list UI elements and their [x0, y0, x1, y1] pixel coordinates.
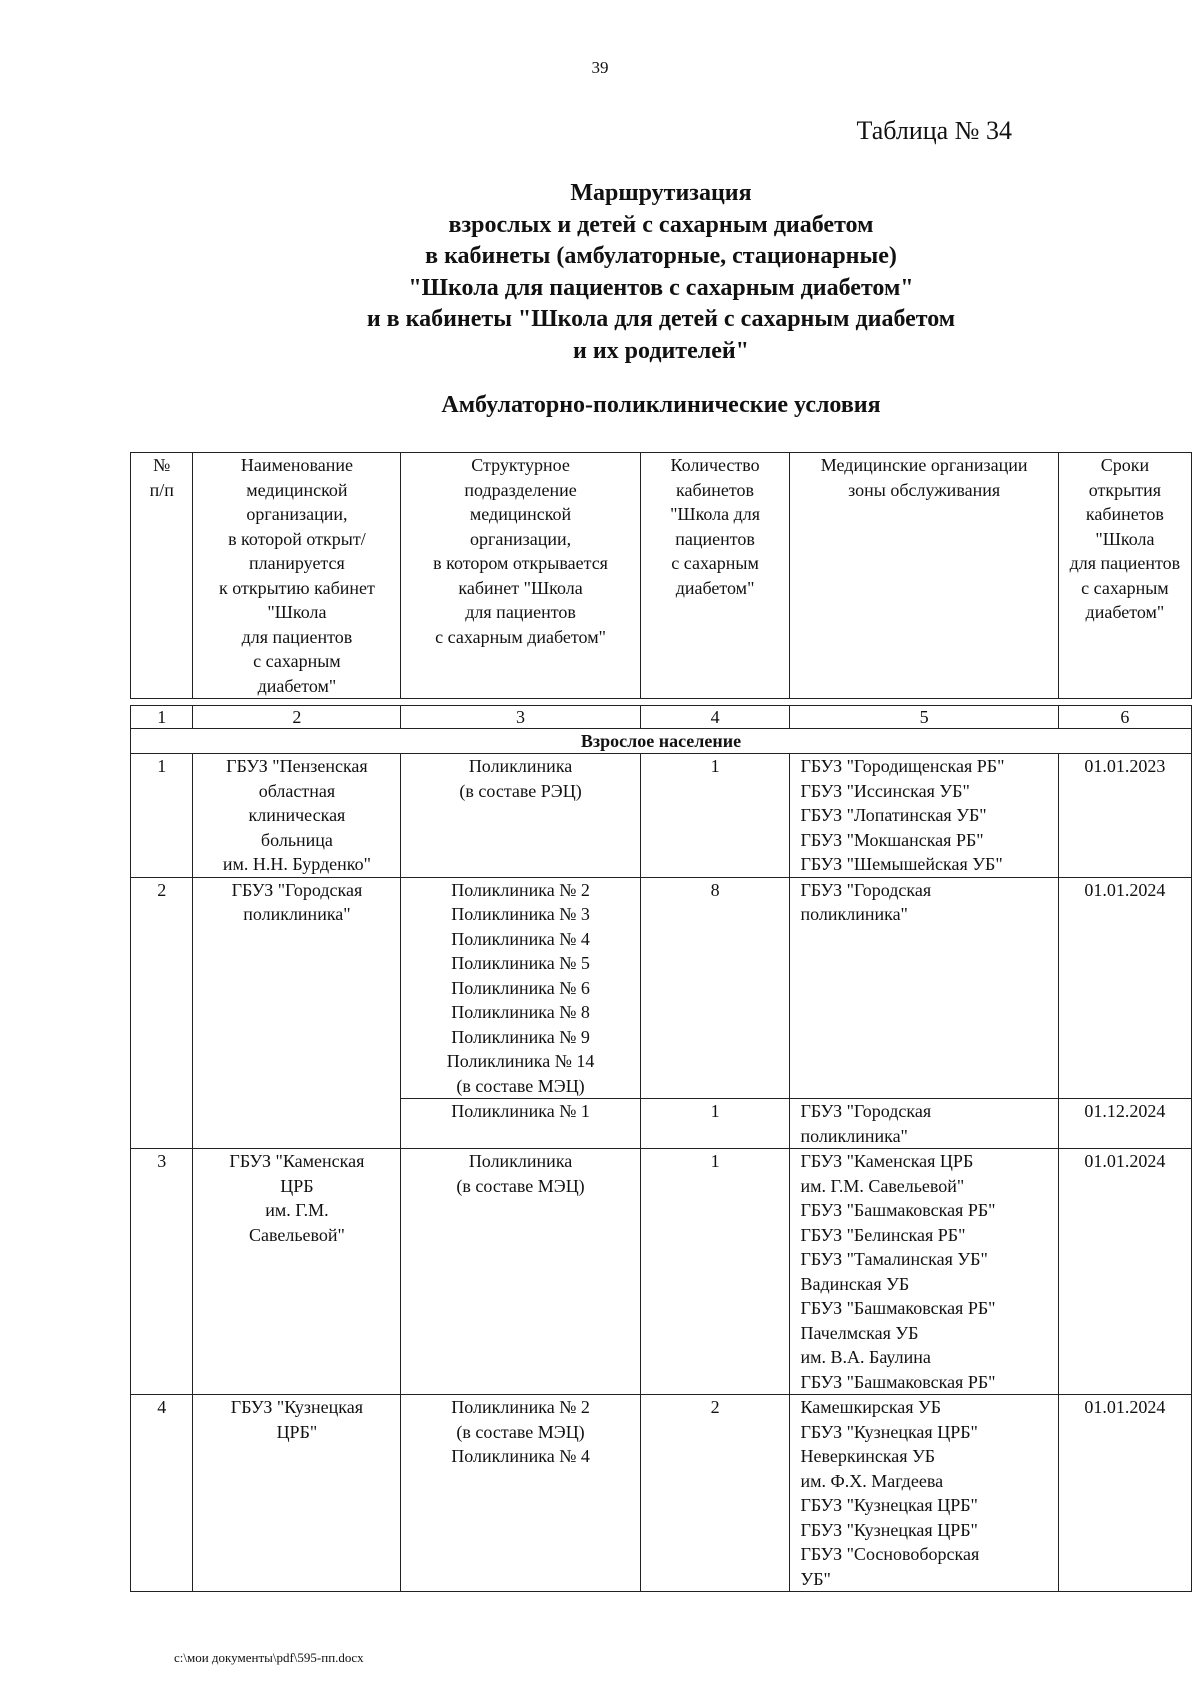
cell-line: (в составе МЭЦ)	[456, 1421, 585, 1442]
file-path-footer: c:\мои документы\pdf\595-пп.docx	[174, 1650, 364, 1665]
cell-line: Поликлиника № 1	[451, 1101, 590, 1121]
cell-line: ГБУЗ "Шемышейская УБ"	[800, 854, 1003, 874]
organization-cell	[193, 754, 401, 878]
cell-line: им. Г.М.	[265, 1200, 329, 1220]
cell-line: для пациентов	[465, 602, 576, 622]
cabinet-count: 2	[640, 1395, 790, 1592]
cell-line: им. Н.Н. Бурденко"	[222, 854, 371, 874]
cell-line: медицинской	[246, 479, 348, 500]
table-label: Таблица № 34	[856, 116, 1012, 145]
cell-line: с сахарным	[671, 553, 759, 573]
cell-line: им. В.А. Баулина	[800, 1347, 931, 1367]
cell-line: ГБУЗ "Башмаковская РБ"	[800, 1298, 996, 1318]
column-number: 6	[1058, 706, 1191, 729]
cell-line: с сахарным диабетом"	[435, 626, 606, 647]
header-cell	[401, 453, 640, 699]
cell-line: организации,	[246, 504, 348, 524]
cell-line: (в составе МЭЦ)	[456, 1175, 585, 1196]
cell-line: больница	[260, 829, 333, 850]
cell-line: Наименование	[240, 455, 353, 475]
cabinet-count: 8	[640, 877, 790, 1099]
cell-line: пациентов	[675, 528, 755, 549]
cell-line: ГБУЗ "Кузнецкая ЦРБ"	[800, 1519, 978, 1540]
cell-line: открытия	[1088, 479, 1162, 500]
cell-line: поликлиника"	[800, 904, 908, 924]
unit-cell	[401, 1149, 640, 1395]
routing-table	[130, 452, 1192, 1592]
cabinet-count: 1	[640, 1099, 790, 1149]
unit-cell	[401, 754, 640, 878]
column-number: 3	[401, 706, 640, 729]
column-number: 2	[193, 706, 401, 729]
gap-cell	[1058, 699, 1191, 706]
cell-line: организации,	[469, 528, 572, 549]
opening-date: 01.12.2024	[1058, 1099, 1191, 1149]
cell-line: ГБУЗ "Башмаковская РБ"	[800, 1200, 996, 1220]
cell-line: "Школа для	[670, 504, 761, 524]
header-row	[131, 453, 1192, 699]
cell-line: ЦРБ	[280, 1175, 314, 1196]
cell-line: Сроки	[1100, 455, 1150, 475]
cell-line: УБ"	[800, 1568, 831, 1589]
column-number: 1	[131, 706, 193, 729]
cabinet-count: 1	[640, 1149, 790, 1395]
cell-line: к открытию кабинет	[218, 577, 375, 598]
cell-line: кабинетов	[676, 479, 755, 500]
cell-line: ГБУЗ "Белинская РБ"	[800, 1224, 966, 1245]
cell-line: Поликлиника № 9	[451, 1026, 590, 1047]
organization-cell	[193, 1149, 401, 1395]
cell-line: ЦРБ"	[276, 1421, 318, 1442]
cell-line: (в составе РЭЦ)	[459, 780, 582, 801]
service-zone-cell	[790, 1149, 1058, 1395]
cell-line: ГБУЗ "Городищенская РБ"	[800, 756, 1005, 776]
cell-line: ГБУЗ "Городская	[231, 879, 363, 900]
cell-line: с сахарным	[1081, 577, 1169, 598]
table-row	[131, 1395, 1192, 1592]
title-line: и их родителей"	[573, 337, 749, 364]
organization-cell	[193, 1395, 401, 1592]
document-title	[130, 178, 1192, 367]
section-row-adult	[131, 729, 1192, 754]
cell-line: ГБУЗ "Лопатинская УБ"	[800, 805, 987, 825]
cell-line: диабетом"	[675, 577, 755, 598]
cell-line: зоны обслуживания	[848, 479, 1001, 500]
cell-line: Структурное	[471, 455, 570, 475]
cell-line: №	[153, 455, 171, 475]
cell-line: подразделение	[464, 479, 577, 500]
unit-cell	[401, 1395, 640, 1592]
cell-line: ГБУЗ "Каменская ЦРБ	[800, 1151, 974, 1171]
cell-line: планируется	[249, 553, 345, 573]
cell-line: кабинетов	[1085, 504, 1164, 524]
service-zone-cell	[790, 754, 1058, 878]
cell-line: ГБУЗ "Мокшанская РБ"	[800, 829, 984, 850]
opening-date: 01.01.2024	[1058, 1149, 1191, 1395]
cell-line: Количество	[670, 455, 760, 475]
cell-line: Камешкирская УБ	[800, 1397, 942, 1417]
cell-line: им. Ф.Х. Магдеева	[800, 1470, 944, 1491]
gap-cell	[790, 699, 1058, 706]
title-line: в кабинеты (амбулаторные, стационарные)	[425, 243, 897, 269]
table-row	[131, 754, 1192, 878]
row-number-continued	[131, 1099, 193, 1149]
title-line: и в кабинеты "Школа для детей с сахарным диабетом	[366, 306, 956, 332]
organization-continued	[193, 1099, 401, 1149]
cell-line: с сахарным	[253, 651, 341, 671]
row-number: 2	[131, 877, 193, 1099]
service-zone-cell	[790, 877, 1058, 1099]
gap-cell	[131, 699, 193, 706]
header-cell	[193, 453, 401, 699]
unit-cell	[401, 877, 640, 1099]
cell-line: Поликлиника	[468, 756, 573, 776]
cell-line: ГБУЗ "Городская	[800, 879, 932, 900]
cell-line: диабетом"	[257, 675, 337, 696]
cell-line: Поликлиника № 14	[446, 1051, 595, 1071]
cell-line: ГБУЗ "Сосновоборская	[800, 1544, 980, 1564]
row-number: 3	[131, 1149, 193, 1395]
column-number: 4	[640, 706, 790, 729]
opening-date: 01.01.2023	[1058, 754, 1191, 878]
table-row	[131, 877, 1192, 1099]
opening-date: 01.01.2024	[1058, 877, 1191, 1099]
row-number: 1	[131, 754, 193, 878]
cell-line: Поликлиника № 6	[451, 977, 590, 998]
cell-line: областная	[258, 780, 336, 801]
header-cell	[790, 453, 1058, 699]
cell-line: ГБУЗ "Пензенская	[226, 756, 368, 776]
cell-line: Вадинская УБ	[800, 1273, 910, 1294]
cell-line: ГБУЗ "Каменская	[229, 1151, 365, 1171]
cell-line: Поликлиника № 4	[451, 928, 590, 949]
cell-line: п/п	[149, 479, 174, 500]
cabinet-count: 1	[640, 754, 790, 878]
cell-line: Поликлиника № 2	[451, 1397, 590, 1417]
column-number-row	[131, 706, 1192, 729]
cell-line: Пачелмская УБ	[800, 1322, 919, 1343]
cell-line: клиническая	[248, 805, 346, 825]
cell-line: кабинет "Школа	[458, 577, 583, 598]
page-number: 39	[591, 58, 609, 77]
title-line: "Школа для пациентов с сахарным диабетом"	[408, 274, 914, 301]
cell-line: ГБУЗ "Кузнецкая ЦРБ"	[800, 1421, 978, 1442]
cell-line: Поликлиника № 8	[451, 1002, 590, 1022]
header-cell	[131, 453, 193, 699]
cell-line: поликлиника"	[800, 1125, 908, 1146]
cell-line: ГБУЗ "Городская	[800, 1101, 932, 1121]
cell-line: Неверкинская УБ	[800, 1446, 936, 1466]
header-gap	[131, 699, 1192, 706]
gap-cell	[193, 699, 401, 706]
opening-date: 01.01.2024	[1058, 1395, 1191, 1592]
title-line: взрослых и детей с сахарным диабетом	[448, 211, 874, 238]
section-subtitle: Амбулаторно-поликлинические условия	[441, 392, 881, 418]
header-cell	[640, 453, 790, 699]
header-cell	[1058, 453, 1191, 699]
column-number: 5	[790, 706, 1058, 729]
cell-line: поликлиника"	[243, 904, 351, 924]
cell-line: им. Г.М. Савельевой"	[800, 1175, 965, 1196]
unit-cell	[401, 1099, 640, 1149]
cell-line: в которой открыт/	[228, 528, 366, 549]
cell-line: ГБУЗ "Тамалинская УБ"	[800, 1249, 988, 1269]
cell-line: Савельевой"	[248, 1224, 345, 1245]
cell-line: диабетом"	[1085, 602, 1165, 622]
cell-line: ГБУЗ "Кузнецкая	[230, 1397, 364, 1417]
gap-cell	[640, 699, 790, 706]
cell-line: Поликлиника № 2	[451, 879, 590, 900]
cell-line: ГБУЗ "Башмаковская РБ"	[800, 1371, 996, 1392]
cell-line: "Школа	[1095, 528, 1155, 549]
section-label: Взрослое население	[131, 729, 1192, 754]
cell-line: для пациентов	[241, 626, 353, 647]
organization-cell	[193, 877, 401, 1099]
title-line: Маршрутизация	[570, 180, 752, 206]
cell-line: Медицинские организации	[820, 455, 1028, 475]
row-number: 4	[131, 1395, 193, 1592]
cell-line: Поликлиника № 3	[451, 904, 590, 924]
cell-line: ГБУЗ "Иссинская УБ"	[800, 780, 970, 801]
cell-line: ГБУЗ "Кузнецкая ЦРБ"	[800, 1495, 978, 1515]
service-zone-cell	[790, 1395, 1058, 1592]
cell-line: медицинской	[469, 504, 572, 524]
cell-line: Поликлиника	[468, 1151, 573, 1171]
table-row	[131, 1149, 1192, 1395]
cell-line: в котором открывается	[433, 553, 608, 573]
cell-line: Поликлиника № 5	[451, 953, 590, 973]
cell-line: (в составе МЭЦ)	[456, 1075, 585, 1096]
cell-line: "Школа	[267, 602, 327, 622]
cell-line: для пациентов	[1069, 553, 1181, 573]
gap-cell	[401, 699, 640, 706]
cell-line: Поликлиника № 4	[451, 1446, 590, 1466]
service-zone-cell	[790, 1099, 1058, 1149]
table-subrow	[131, 1099, 1192, 1149]
